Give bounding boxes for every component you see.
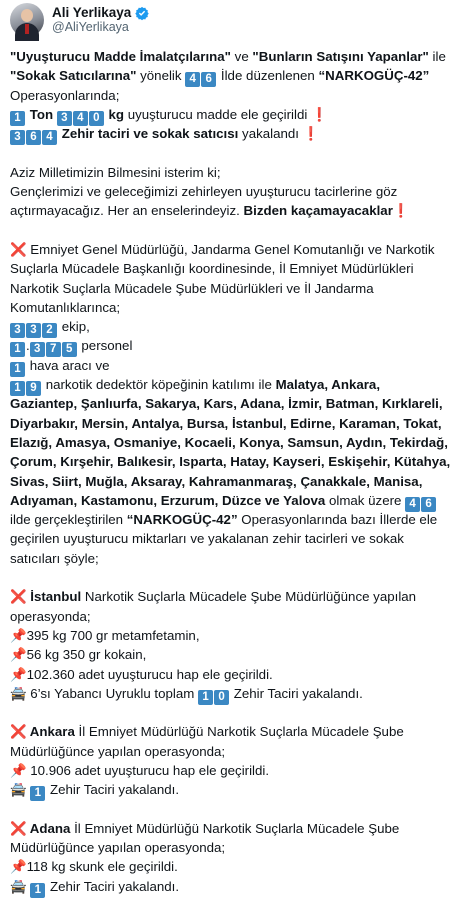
bold-text: Çorum, Kırşehir, Balıkesir, Isparta, Hatay, Kayseri, Eskişehir, Kütahya, — [10, 454, 451, 470]
bold-text: kg — [104, 106, 124, 122]
bold-text: Malatya, Ankara, — [275, 377, 381, 393]
text: geçirilen uyuşturucu miktarları ve yakalanan zehir tacirleri ve sokak — [10, 531, 404, 547]
bold-text: Zehir taciri ve sokak satıcısı — [58, 126, 239, 142]
text-line — [10, 587, 465, 606]
text: ekip, — [58, 319, 90, 335]
keycap-digit-icon: 0 — [89, 111, 104, 126]
text-line — [10, 375, 465, 394]
text-line — [10, 877, 465, 896]
text: İl Emniyet Müdürlüğü Narkotik Suçlarla Mücadele Şube — [74, 724, 404, 740]
text: Müdürlüğünce yapılan operasyonda; — [10, 840, 226, 856]
text-line — [10, 240, 465, 259]
keycap-digit-icon: 3 — [10, 323, 25, 338]
bold-text: Diyarbakır, Mersin, Antalya, Bursa, İstanbul, Edirne, Karaman, Tokat, — [10, 415, 442, 431]
bold-text: İstanbul — [26, 589, 82, 605]
text-line — [10, 510, 465, 529]
keycap-digit-icon: 9 — [26, 381, 41, 396]
pushpin-icon: 📌 — [10, 762, 27, 778]
text: Suçlarla Mücadele Başkanlığı koordinesinde, İl Emniyet Müdürlükleri — [10, 261, 414, 277]
text-line — [10, 182, 465, 201]
keycap-digit-icon: 1 — [198, 690, 213, 705]
text: Zehir Taciri yakalandı. — [230, 685, 363, 701]
text: 10.906 adet uyuşturucu hap ele geçirildi. — [26, 762, 270, 778]
text-line — [10, 279, 465, 298]
text: İl Emniyet Müdürlüğü Narkotik Suçlarla Mücadele Şube — [70, 820, 400, 836]
text: yakalandı — [238, 126, 303, 142]
text-line — [10, 800, 465, 819]
text: olmak üzere — [325, 492, 406, 508]
exclamation-icon: ❗ — [302, 126, 320, 142]
text: Zehir Taciri yakalandı. — [46, 878, 180, 894]
text: Zehir Taciri yakalandı. — [46, 782, 180, 798]
keycap-digit-icon: 6 — [201, 72, 216, 87]
text: 395 kg 700 gr metamfetamin, — [26, 627, 200, 643]
text: Komutanlıklarınca; — [10, 299, 121, 315]
keycap-digit-icon: 4 — [405, 497, 420, 512]
text-line — [10, 549, 465, 568]
text: 102.360 adet uyuşturucu hap ele geçirildi. — [26, 666, 273, 682]
verified-badge-icon — [135, 6, 149, 20]
bold-text: “NARKOGÜÇ-42” — [126, 512, 238, 528]
cross-mark-icon: ❌ — [10, 241, 27, 257]
text-line — [10, 66, 465, 85]
text-line — [10, 124, 465, 143]
bold-text: “NARKOGÜÇ-42” — [318, 68, 430, 84]
text: Operasyonlarında bazı İllerde ele — [237, 512, 438, 528]
keycap-digit-icon: 6 — [421, 497, 436, 512]
text: satıcıları şöyle; — [10, 550, 99, 566]
pushpin-icon: 📌 — [10, 627, 27, 643]
text: Emniyet Genel Müdürlüğü, Jandarma Genel Komutanlığı ve Narkotik — [26, 241, 435, 257]
text-line — [10, 356, 465, 375]
keycap-digit-icon: 3 — [26, 323, 41, 338]
keycap-digit-icon: 2 — [42, 323, 57, 338]
keycap-digit-icon: 6 — [26, 130, 41, 145]
text: ile — [428, 49, 446, 64]
bold-text: "Uyuşturucu Madde İmalatçılarına" — [10, 49, 231, 64]
keycap-digit-icon: 1 — [10, 362, 25, 377]
text: uyuşturucu madde ele geçirildi — [124, 106, 311, 122]
text: 56 kg 350 gr kokain, — [26, 647, 147, 663]
bold-text: "Sokak Satıcılarına" — [10, 68, 137, 84]
text-line — [10, 259, 465, 278]
keycap-digit-icon: 4 — [73, 111, 88, 126]
text: Gençlerimizi ve geleceğimizi zehirleyen uyuşturucu tacirlerine göz — [10, 184, 398, 200]
text: ilde gerçekleştirilen — [10, 512, 127, 528]
pushpin-icon: 📌 — [10, 666, 27, 682]
text-line — [10, 221, 465, 240]
text-line — [10, 665, 465, 684]
text-line — [10, 742, 465, 761]
text-line — [10, 394, 465, 413]
text: hava aracı ve — [26, 357, 110, 373]
text: yönelik — [136, 68, 186, 84]
police-car-icon: 🚔 — [10, 685, 27, 701]
bold-text: "Bunların Satışını Yapanlar" — [252, 49, 429, 64]
text: açtırmayacağız. Her an enselerindeyiz. — [10, 203, 244, 219]
text-line — [10, 491, 465, 510]
text-line — [10, 626, 465, 645]
tweet-text — [10, 47, 465, 896]
pushpin-icon: 📌 — [10, 647, 27, 663]
keycap-digit-icon: 1 — [10, 342, 25, 357]
text: Narkotik Suçlarla Mücadele Şube Müdürlükleri ve İl Jandarma — [10, 280, 374, 296]
keycap-digit-icon: 1 — [30, 786, 45, 801]
bold-text: Bizden kaçamayacaklar — [243, 203, 393, 219]
bold-text: Ton — [26, 106, 57, 122]
text: 6’sı Yabancı Uyruklu toplam — [26, 685, 199, 701]
text-line — [10, 105, 465, 124]
text-line — [10, 529, 465, 548]
text-line — [10, 163, 465, 182]
text-line — [10, 298, 465, 317]
text: . — [26, 338, 30, 354]
keycap-digit-icon: 0 — [214, 690, 229, 705]
keycap-digit-icon: 1 — [30, 883, 45, 898]
exclamation-icon: ❗ — [311, 106, 328, 122]
keycap-digit-icon: 5 — [62, 342, 77, 357]
text-line — [10, 703, 465, 722]
text-line — [10, 722, 465, 741]
text-line — [10, 684, 465, 703]
bold-text: Sivas, Siirt, Muğla, Aksaray, Kahramanmaraş, Çanakkale, Manisa, — [10, 473, 423, 489]
text-line — [10, 317, 465, 336]
text-line — [10, 336, 465, 355]
keycap-digit-icon: 3 — [30, 342, 45, 357]
bold-text: Elazığ, Amasya, Osmaniye, Kocaeli, Konya, Samsun, Aydın, Tekirdağ, — [10, 434, 448, 450]
text: Narkotik Suçlarla Mücadele Şube Müdürlüğünce yapılan — [81, 589, 417, 605]
text-line — [10, 780, 465, 799]
text: Müdürlüğünce yapılan operasyonda; — [10, 743, 226, 759]
text-line — [10, 819, 465, 838]
pushpin-icon: 📌 — [10, 859, 27, 875]
text-line — [10, 143, 465, 162]
cross-mark-icon: ❌ — [10, 589, 27, 605]
text: personel — [77, 338, 133, 354]
bold-text: Ankara — [26, 724, 75, 740]
text-line — [10, 472, 465, 491]
keycap-digit-icon: 1 — [10, 111, 25, 126]
police-car-icon: 🚔 — [10, 782, 27, 798]
text: Aziz Milletimizin Bilmesini isterim ki; — [10, 164, 221, 180]
author-name[interactable]: Ali Yerlikaya — [52, 5, 132, 20]
text: operasyonda; — [10, 608, 91, 624]
keycap-digit-icon: 3 — [57, 111, 72, 126]
text-line — [10, 607, 465, 626]
tweet-header — [10, 2, 465, 38]
text-line — [10, 857, 465, 876]
keycap-digit-icon: 3 — [10, 130, 25, 145]
police-car-icon: 🚔 — [10, 878, 27, 894]
text-line — [10, 761, 465, 780]
keycap-digit-icon: 1 — [10, 381, 25, 396]
cross-mark-icon: ❌ — [10, 820, 27, 836]
avatar[interactable] — [10, 3, 44, 37]
text: ve — [230, 49, 253, 64]
author-name-row — [52, 5, 149, 20]
cross-mark-icon: ❌ — [10, 724, 27, 740]
text: İlde düzenlenen — [217, 68, 319, 84]
text: Operasyonlarında; — [10, 87, 120, 103]
text: 118 kg skunk ele geçirildi. — [26, 859, 178, 875]
text-line — [10, 86, 465, 105]
author-block — [52, 5, 149, 35]
text-line — [10, 452, 465, 471]
text-line — [10, 47, 465, 66]
text-line — [10, 838, 465, 857]
keycap-digit-icon: 4 — [42, 130, 57, 145]
keycap-digit-icon: 4 — [185, 72, 200, 87]
text-line — [10, 645, 465, 664]
text-line — [10, 201, 465, 220]
bold-text: Adana — [26, 820, 71, 836]
text-line — [10, 568, 465, 587]
author-handle[interactable]: @AliYerlikaya — [52, 20, 129, 34]
text-line — [10, 414, 465, 433]
exclamation-icon: ❗ — [392, 203, 410, 219]
bold-text: Adıyaman, Kastamonu, Erzurum, Düzce ve Yalova — [10, 492, 326, 508]
text: narkotik dedektör köpeğinin katılımı ile — [42, 377, 276, 393]
keycap-digit-icon: 7 — [46, 342, 61, 357]
text-line — [10, 433, 465, 452]
bold-text: Gaziantep, Şanlıurfa, Sakarya, Kars, Adana, İzmir, Batman, Kırklareli, — [10, 396, 443, 412]
